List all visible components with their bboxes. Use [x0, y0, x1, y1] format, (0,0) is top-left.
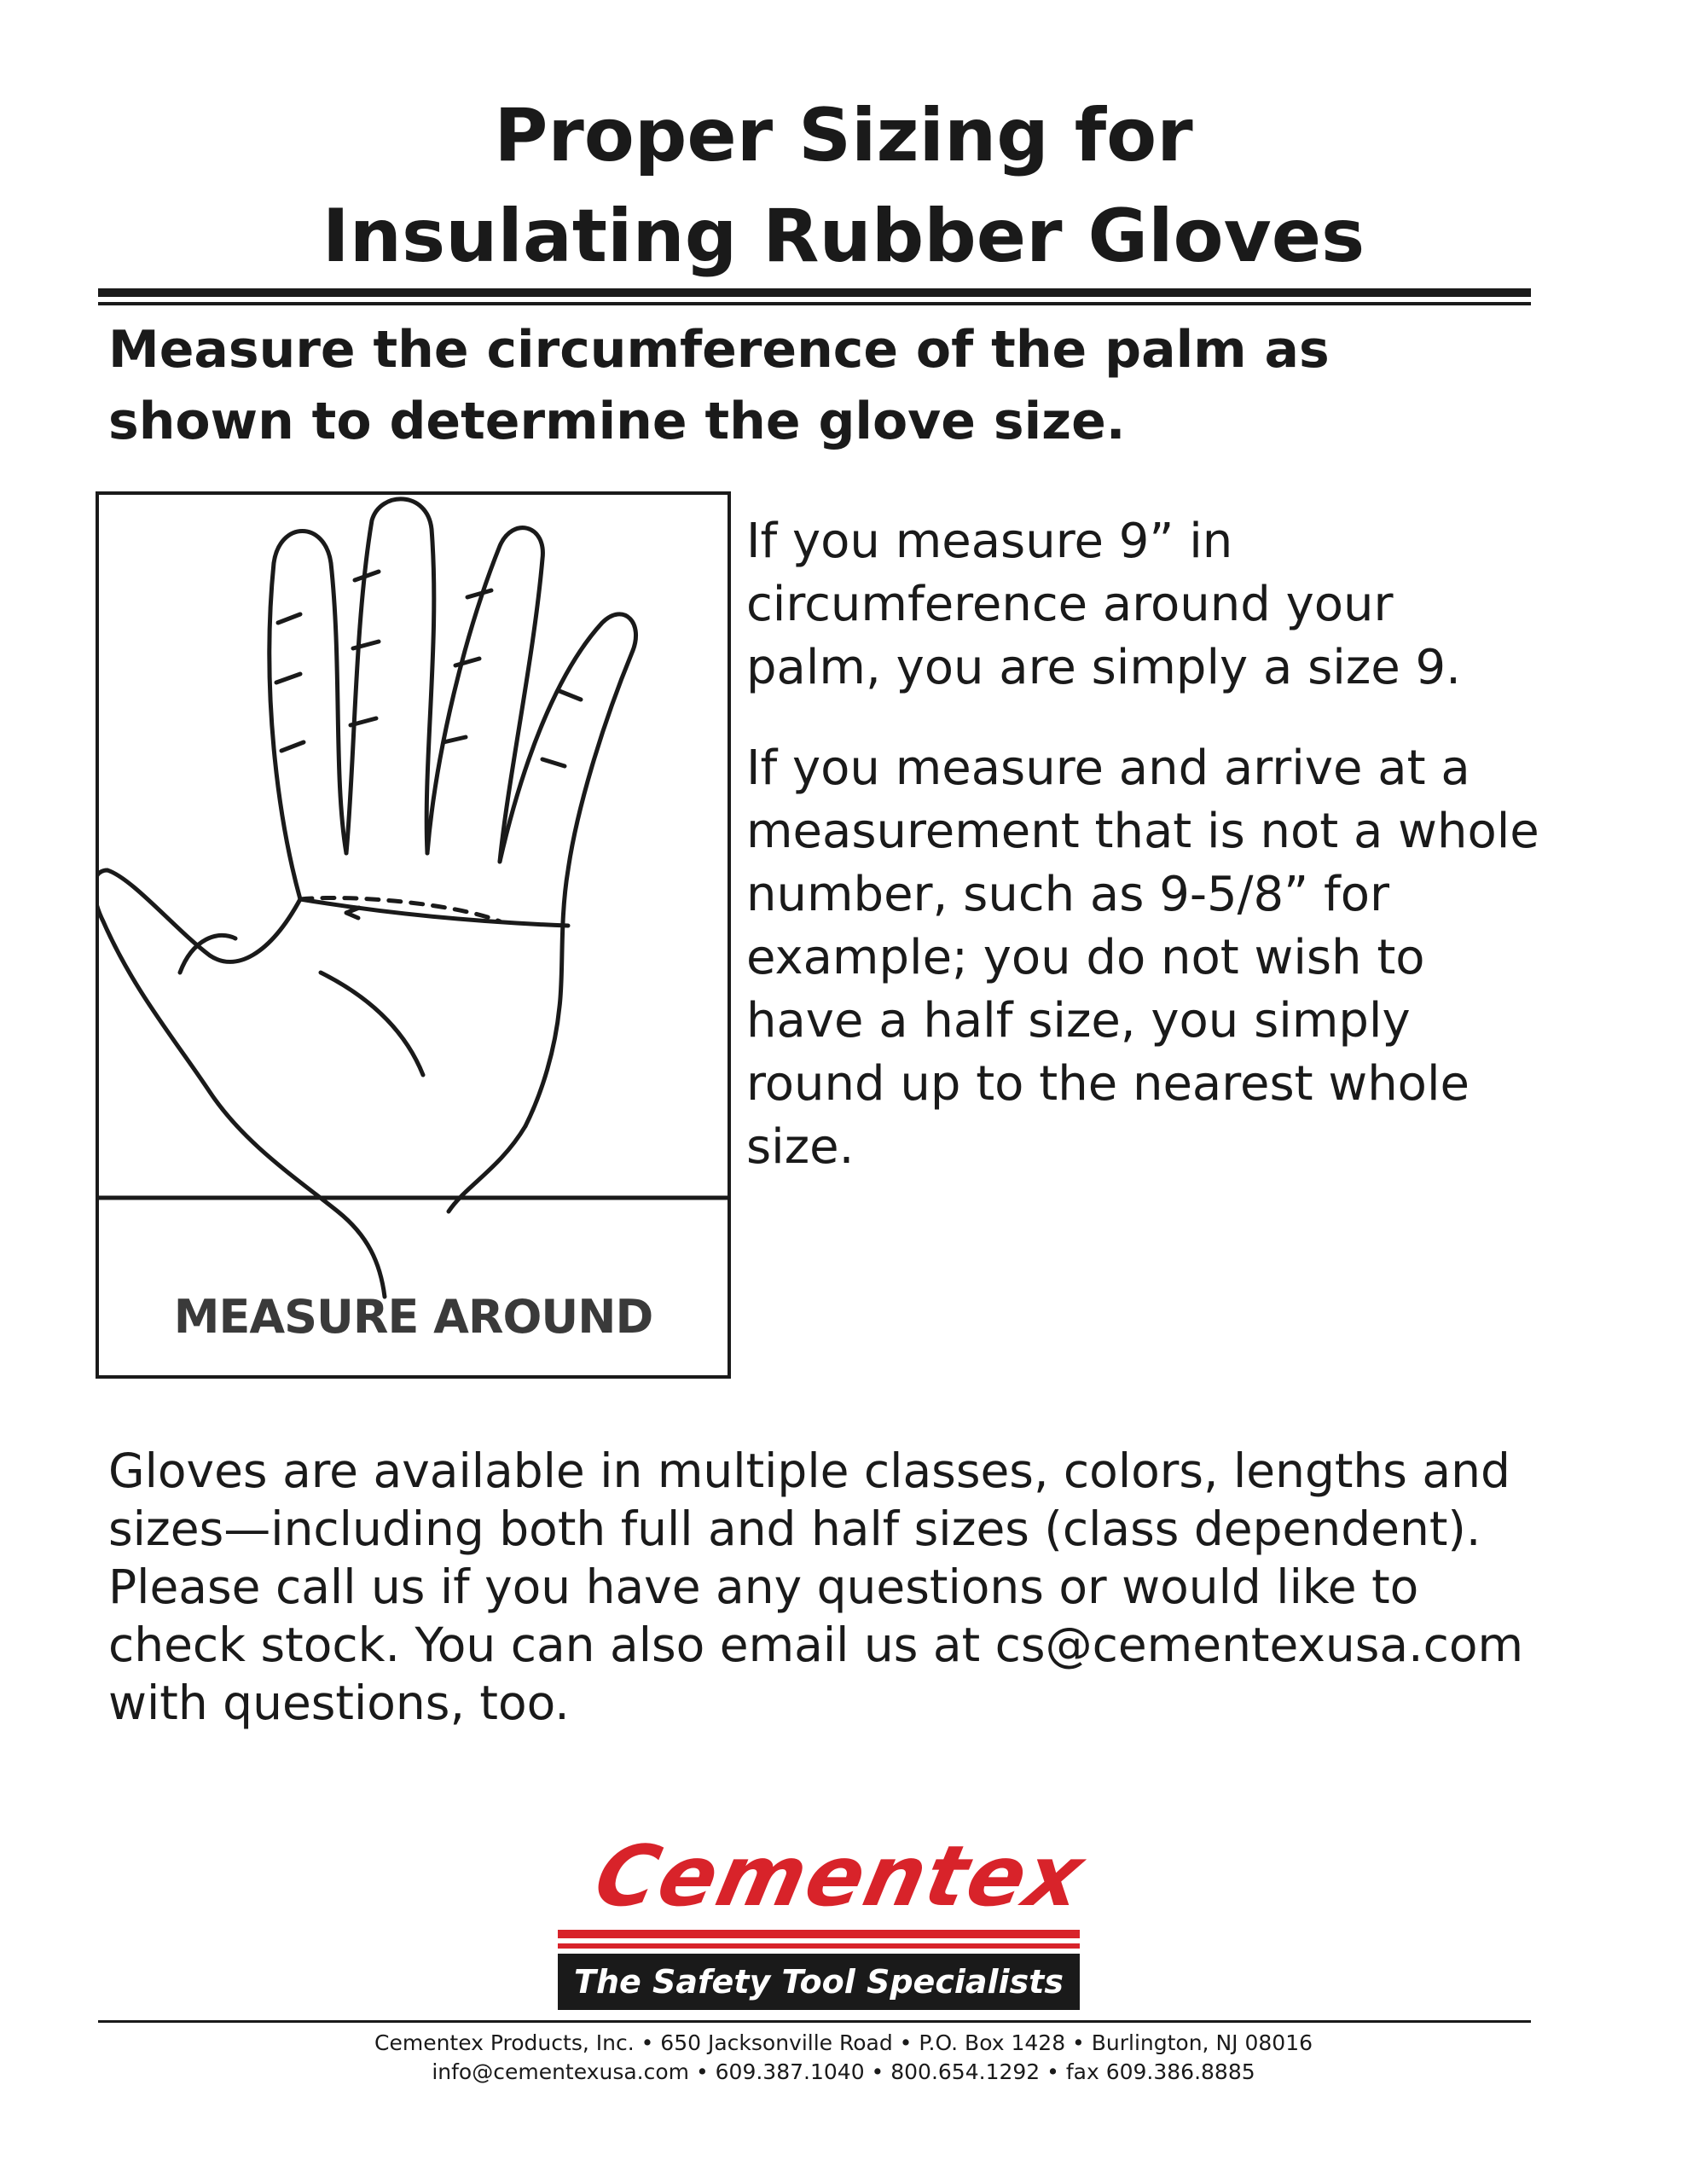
- footer-divider: [98, 2020, 1531, 2023]
- sizing-instructions: [746, 510, 1539, 1217]
- sizing-paragraph-2: If you measure and arrive at a measurement that is not a whole number, such as 9-5/8” for example; you do not wish to have a half size, you simply round up to the nearest whole size.: [746, 741, 1539, 1175]
- title-line-2: Insulating Rubber Gloves: [322, 194, 1365, 279]
- measure-around-caption: MEASURE AROUND: [173, 1290, 653, 1344]
- logo-red-bar-thin: [558, 1943, 1080, 1949]
- title-line-1: Proper Sizing for: [494, 93, 1193, 178]
- instruction-line-2: shown to determine the glove size.: [108, 392, 1126, 451]
- cementex-logo: [546, 1826, 1092, 2013]
- instruction-line-1: Measure the circumference of the palm as: [108, 320, 1330, 380]
- footer-address: Cementex Products, Inc. • 650 Jacksonville Road • P.O. Box 1428 • Burlington, NJ 08016: [374, 2030, 1313, 2055]
- footer-contacts: info@cementexusa.com • 609.387.1040 • 800.654.1292 • fax 609.386.8885: [432, 2059, 1255, 2084]
- instruction-heading: [108, 314, 1524, 457]
- page-title: [0, 85, 1687, 287]
- company-footer: [0, 2029, 1687, 2087]
- hand-outline-icon: [99, 495, 728, 1375]
- logo-red-bar: [558, 1930, 1080, 1938]
- title-divider-thin: [98, 302, 1531, 305]
- logo-wordmark: Cementex: [586, 1828, 1093, 1926]
- logo-tagline: The Safety Tool Specialists: [558, 1954, 1080, 2010]
- hand-measurement-figure: [96, 491, 731, 1379]
- title-divider-thick: [98, 288, 1531, 297]
- availability-paragraph: Gloves are available in multiple classes, colors, lengths and sizes—including both full and half sizes (class dependent). Please call us if you have any questions or would like to check stock. You can also email us at cs@cementexusa.com with questions, too.: [108, 1443, 1524, 1730]
- sizing-paragraph-1: If you measure 9” in circumference around your palm, you are simply a size 9.: [746, 514, 1461, 695]
